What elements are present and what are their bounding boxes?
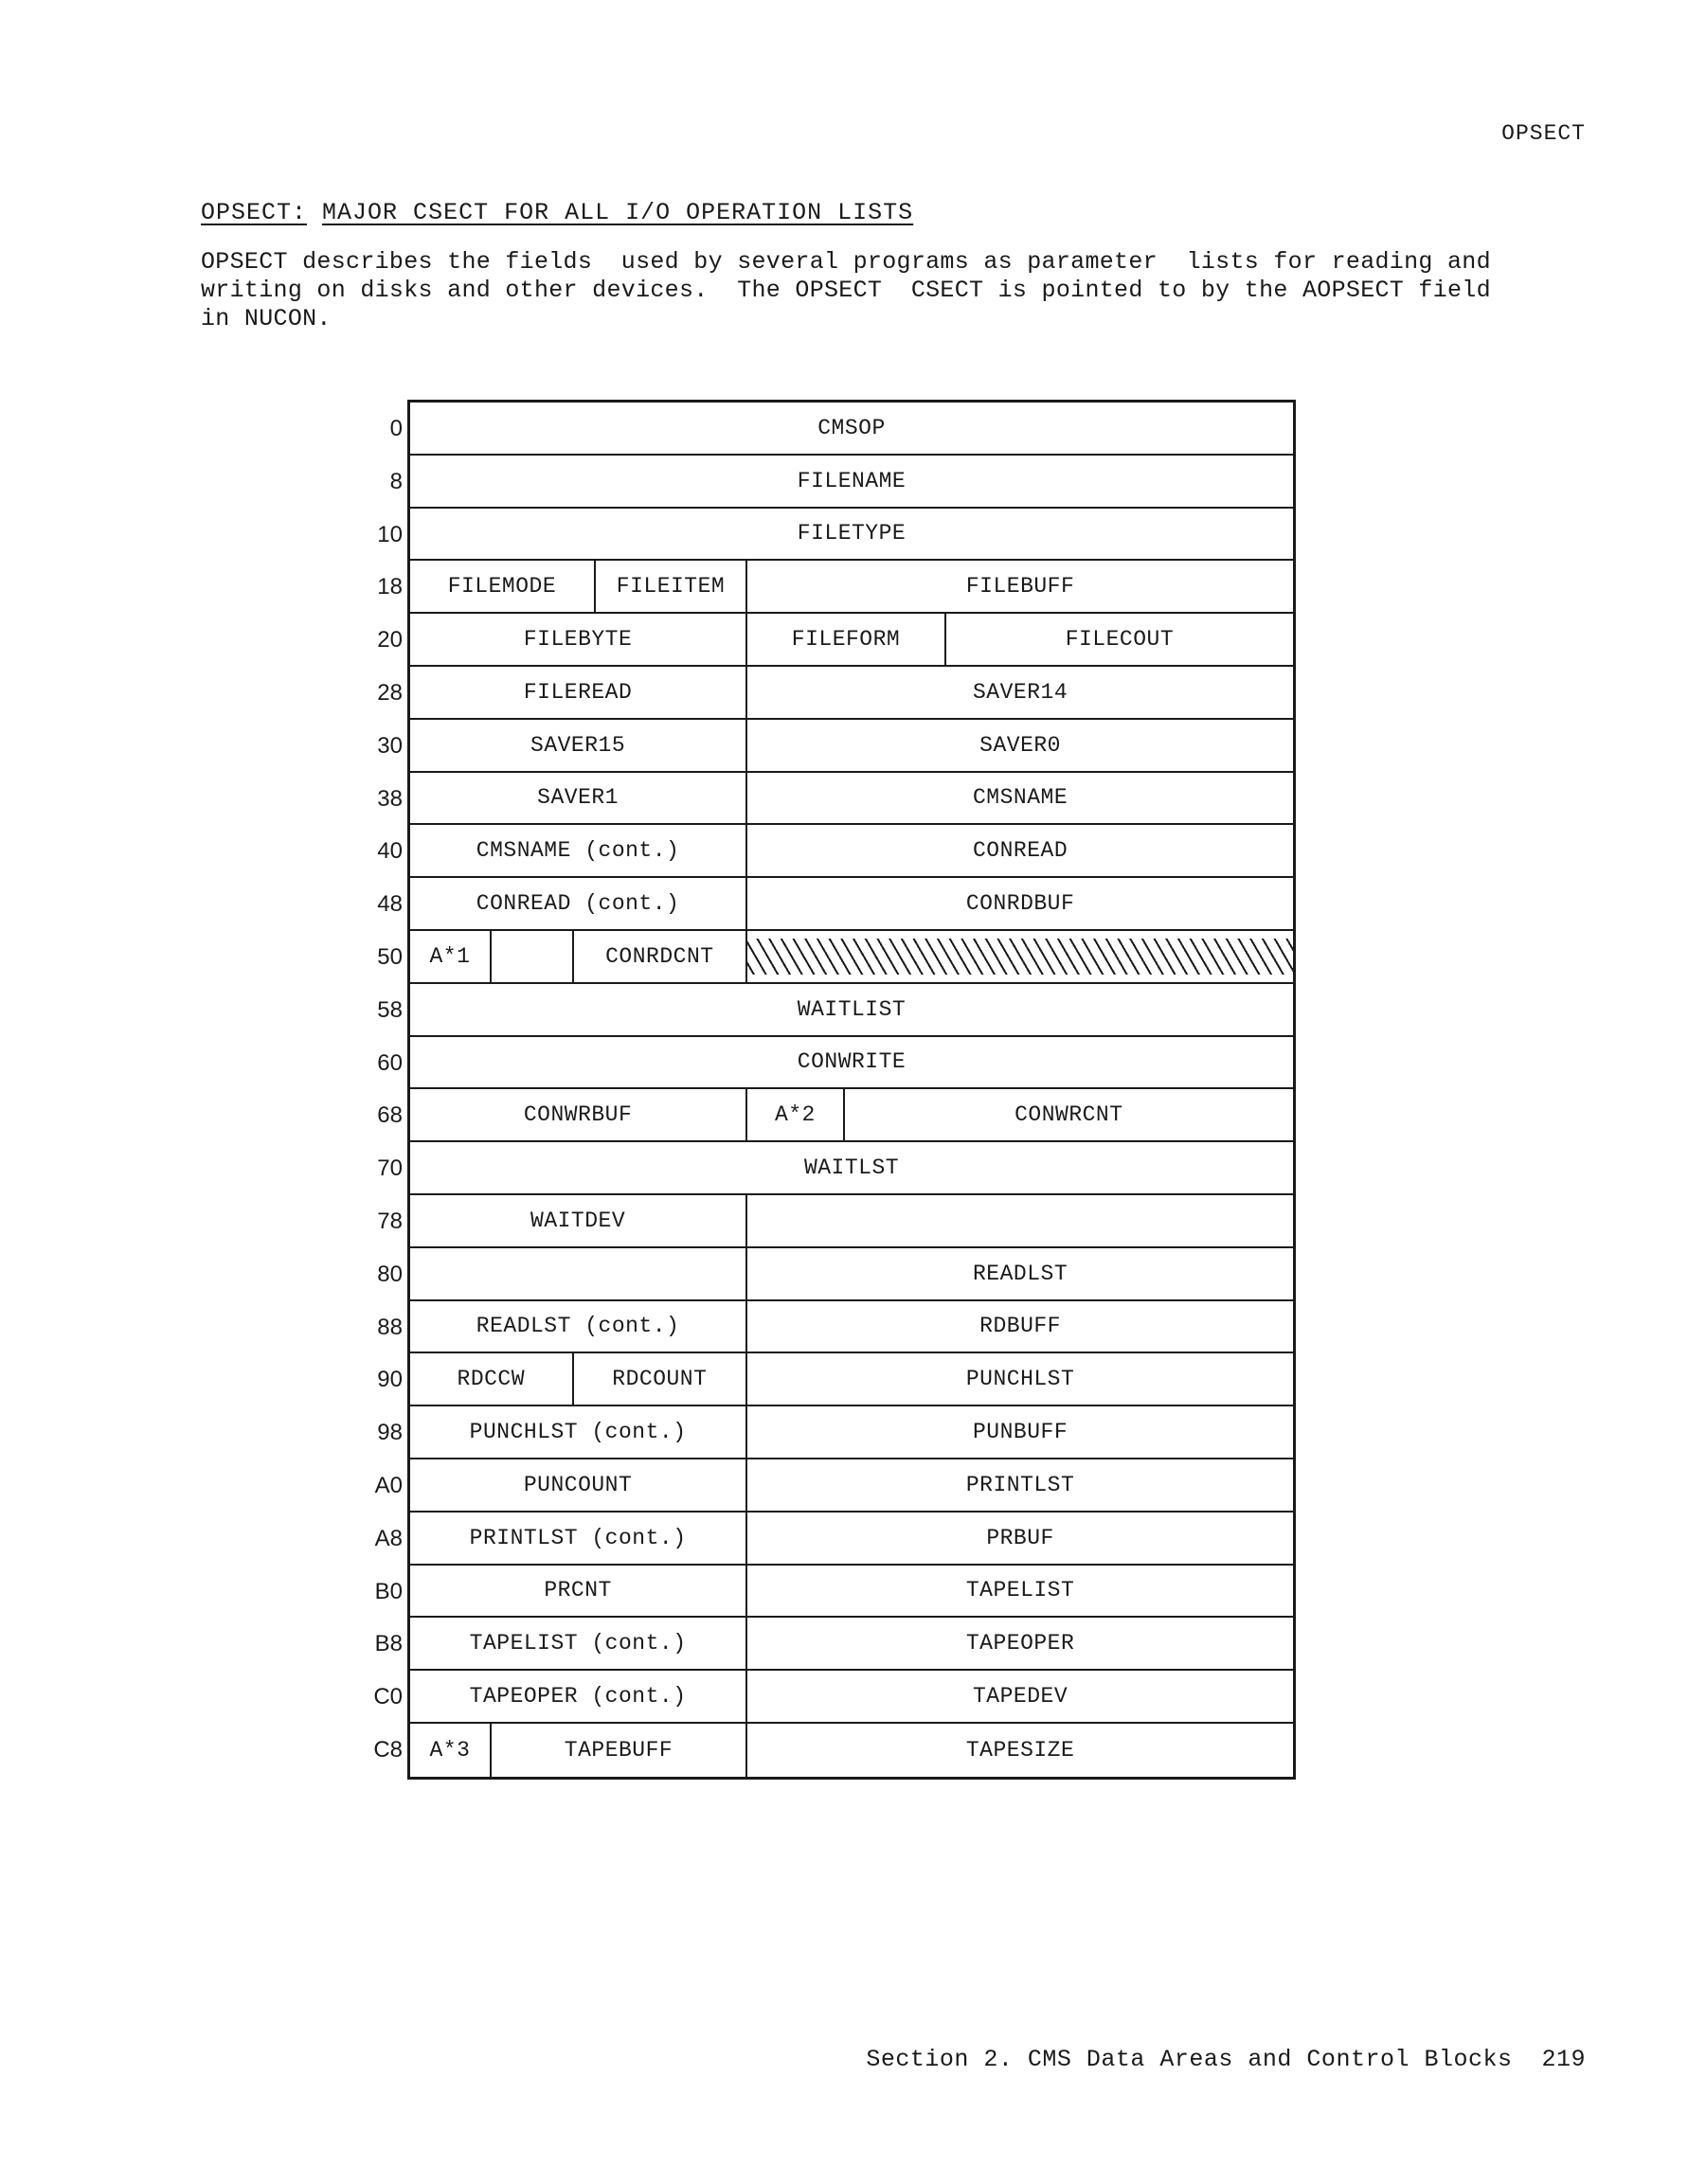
field-cell: SAVER1: [537, 785, 619, 811]
diagram-row: [377, 931, 1293, 984]
field-cell: READLST: [745, 1248, 1293, 1299]
field-cell: [410, 1248, 745, 1299]
field-cell: RDCOUNT: [572, 1353, 746, 1405]
field-cell: SAVER15: [530, 732, 626, 758]
row-offset: B0: [374, 1578, 403, 1604]
diagram-row: [377, 667, 1293, 720]
field-cell: WAITLST: [803, 1155, 900, 1181]
diagram-row: [377, 825, 1293, 878]
page-number: 219: [1541, 2046, 1586, 2073]
field-cell: READLST (cont.): [476, 1314, 680, 1339]
diagram-row: [374, 1459, 1293, 1513]
diagram-row: [377, 1037, 1293, 1090]
opsect-layout-diagram: [373, 400, 1296, 1780]
diagram-row: [377, 1195, 1293, 1248]
field-cell: FILETYPE: [797, 521, 907, 546]
diagram-row: [377, 1301, 1293, 1354]
diagram-row: [374, 1513, 1293, 1566]
field-cell: PRINTLST: [745, 1459, 1293, 1511]
row-offset: 18: [377, 574, 403, 600]
field-cell: FILEBYTE: [523, 627, 633, 653]
diagram-row: [377, 984, 1293, 1037]
row-offset: 30: [377, 732, 403, 759]
field-cell: SAVER0: [745, 720, 1293, 771]
field-cell: FILECOUT: [944, 614, 1293, 665]
description-line: in NUCON.: [201, 305, 332, 332]
diagram-row: [377, 878, 1293, 931]
section-title-prefix: OPSECT:: [201, 199, 308, 226]
diagram-row: [377, 509, 1293, 562]
diagram-row: [374, 1566, 1293, 1619]
field-cell: [490, 931, 572, 982]
description-line: writing on disks and other devices. The OPSECT CSECT is pointed to by the AOPSECT field: [201, 277, 1491, 304]
diagram-row: [377, 1353, 1293, 1406]
row-offset: 40: [377, 838, 403, 865]
diagram-row: [373, 1671, 1293, 1724]
field-cell: PUNCHLST (cont.): [469, 1420, 687, 1445]
field-cell: PUNCHLST: [745, 1353, 1293, 1405]
row-offset: C8: [373, 1736, 403, 1763]
row-offset: 98: [377, 1420, 403, 1446]
diagram-row: [374, 1618, 1293, 1671]
field-cell: WAITLIST: [797, 996, 907, 1022]
field-cell: TAPEBUFF: [490, 1724, 745, 1777]
field-cell: CMSOP: [817, 415, 886, 440]
field-cell: PRINTLST (cont.): [469, 1525, 687, 1550]
row-offset: A8: [374, 1525, 403, 1551]
row-offset: 80: [377, 1261, 403, 1287]
row-offset: 48: [377, 891, 403, 918]
diagram-row: [377, 1142, 1293, 1195]
row-offset: 90: [377, 1367, 403, 1393]
diagram-row: [377, 614, 1293, 667]
field-cell: TAPESIZE: [745, 1724, 1293, 1777]
reserved-field: [745, 931, 1293, 982]
diagram-row: [377, 1406, 1293, 1459]
diagram-row: [377, 1248, 1293, 1301]
field-cell: CONRDCNT: [572, 931, 746, 982]
field-cell: [745, 1195, 1293, 1246]
field-cell: CONWRBUF: [523, 1102, 633, 1128]
field-cell: FILEBUFF: [745, 561, 1293, 612]
page-footer: [866, 2046, 1586, 2073]
row-offset: C0: [373, 1684, 403, 1710]
field-cell: FILEFORM: [745, 614, 944, 665]
row-offset: 38: [377, 785, 403, 812]
field-cell: A*2: [745, 1089, 843, 1140]
row-offset: 60: [377, 1049, 403, 1076]
field-cell: CONWRCNT: [843, 1089, 1293, 1140]
field-cell: CONREAD (cont.): [476, 891, 680, 917]
row-offset: 28: [377, 679, 403, 706]
field-cell: CONWRITE: [797, 1049, 907, 1075]
footer-section: Section 2. CMS Data Areas and Control Blocks: [866, 2046, 1513, 2073]
row-offset: 70: [377, 1155, 403, 1182]
diagram-row: [377, 720, 1293, 773]
field-cell: PUNCOUNT: [523, 1472, 633, 1497]
field-cell: A*1: [429, 943, 471, 969]
field-cell: PUNBUFF: [745, 1406, 1293, 1458]
field-cell: SAVER14: [745, 667, 1293, 718]
field-cell: WAITDEV: [530, 1208, 626, 1233]
field-cell: CONRDBUF: [745, 878, 1293, 929]
field-cell: CONREAD: [745, 825, 1293, 876]
field-cell: PRCNT: [544, 1578, 612, 1603]
row-offset: 0: [389, 416, 403, 441]
row-offset: 58: [377, 996, 403, 1023]
section-title: [201, 199, 913, 226]
row-offset: 68: [377, 1102, 403, 1129]
field-cell: PRBUF: [745, 1513, 1293, 1564]
diagram-row: [373, 1724, 1293, 1777]
row-offset: 8: [389, 468, 403, 494]
field-cell: A*3: [429, 1737, 471, 1763]
diagram-row: [389, 456, 1293, 509]
row-offset: 78: [377, 1208, 403, 1234]
field-cell: CMSNAME: [745, 773, 1293, 824]
field-cell: FILENAME: [797, 468, 907, 493]
field-cell: TAPEOPER (cont.): [469, 1684, 687, 1710]
field-cell: CMSNAME (cont.): [476, 838, 680, 864]
page-header: OPSECT: [1501, 121, 1586, 146]
field-cell: FILEMODE: [447, 574, 557, 600]
row-offset: 50: [377, 943, 403, 970]
row-offset: 88: [377, 1314, 403, 1340]
field-cell: TAPEOPER: [745, 1618, 1293, 1669]
field-cell: TAPELIST (cont.): [469, 1631, 687, 1656]
field-cell: TAPELIST: [745, 1566, 1293, 1617]
diagram-row: [377, 1089, 1293, 1142]
diagram-row: [389, 403, 1293, 456]
row-offset: 10: [377, 521, 403, 547]
description: [201, 248, 1589, 333]
field-cell: FILEREAD: [523, 679, 633, 705]
field-cell: RDCCW: [457, 1367, 526, 1392]
description-line: OPSECT describes the fields used by several programs as parameter lists for reading and: [201, 248, 1491, 276]
field-cell: FILEITEM: [594, 561, 745, 612]
field-cell: RDBUFF: [745, 1301, 1293, 1352]
row-offset: A0: [374, 1472, 403, 1498]
diagram-row: [377, 561, 1293, 614]
row-offset: B8: [374, 1631, 403, 1657]
section-title-rest: MAJOR CSECT FOR ALL I/O OPERATION LISTS: [322, 199, 914, 226]
row-offset: 20: [377, 627, 403, 653]
diagram-row: [377, 773, 1293, 826]
field-cell: TAPEDEV: [745, 1671, 1293, 1722]
